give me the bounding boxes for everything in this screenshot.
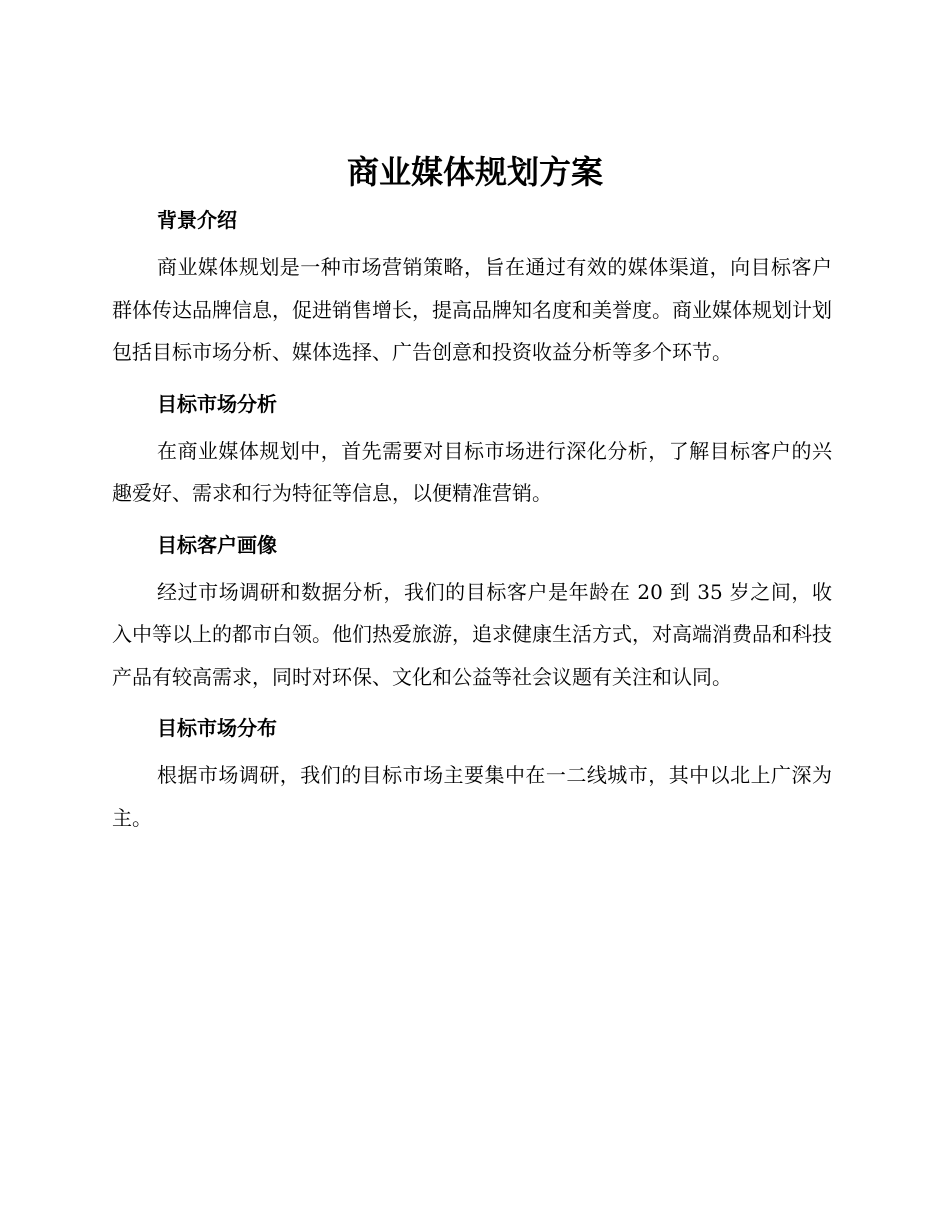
document-title: 商业媒体规划方案: [346, 153, 603, 191]
section-body-background: 商业媒体规划是一种市场营销策略，旨在通过有效的媒体渠道，向目标客户群体传达品牌信息，促进销售增长，提高品牌知名度和美誉度。商业媒体规划计划包括目标市场分析、媒体选择、广告创意和投资收益分析等多个环节。: [112, 255, 832, 364]
section-heading-background: 背景介绍: [157, 208, 237, 232]
section-heading-target-market-analysis: 目标市场分析: [157, 391, 277, 416]
section-body-target-customer-profile: 经过市场调研和数据分析，我们的目标客户是年龄在 20 到 35 岁之间，收入中等以上的都市白领。他们热爱旅游，追求健康生活方式，对高端消费品和科技产品有较高需求，同时对环保、文化和公益等社会议题有关注和认同。: [112, 579, 832, 689]
section-heading-target-market-distribution: 目标市场分布: [157, 716, 277, 740]
document-content: [112, 200, 832, 849]
section-body-target-market-distribution: 根据市场调研，我们的目标市场主要集中在一二线城市，其中以北上广深为主。: [112, 763, 832, 830]
section-body-target-market-analysis: 在商业媒体规划中，首先需要对目标市场进行深化分析，了解目标客户的兴趣爱好、需求和行为特征等信息，以便精准营销。: [112, 438, 832, 505]
section-heading-target-customer-profile: 目标客户画像: [157, 532, 277, 557]
